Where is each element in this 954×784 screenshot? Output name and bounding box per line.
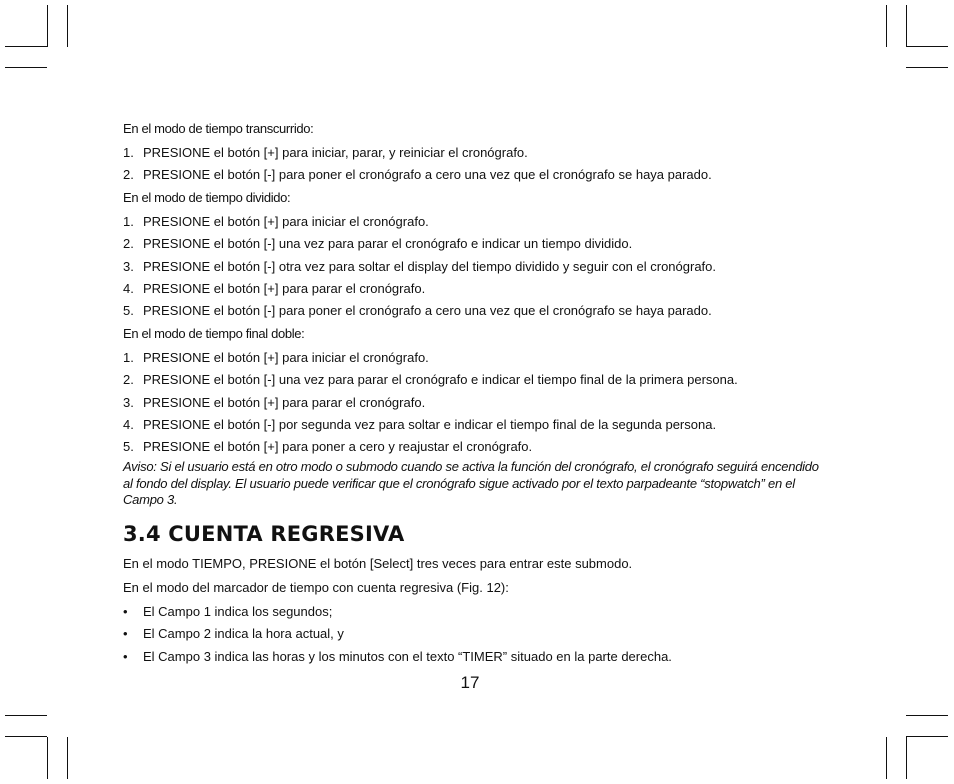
section-intro: En el modo de tiempo final doble: [123,325,305,341]
bullet-item [123,604,823,620]
list-item [123,417,823,433]
crop-mark [47,737,48,779]
section-heading: 3.4 CUENTA REGRESIVA [123,521,405,546]
item-text: PRESIONE el botón [+] para iniciar el cronógrafo. [143,213,429,229]
bullet-mark: • [123,626,128,642]
item-number: 3. [123,258,134,274]
list-item [123,236,823,252]
crop-mark [67,5,68,47]
item-number: 5. [123,439,134,455]
crop-mark [906,715,948,716]
list-item [123,145,823,161]
item-number: 5. [123,303,134,319]
item-text: PRESIONE el botón [+] para poner a cero y reajustar el cronógrafo. [143,439,533,455]
list-item [123,372,823,388]
crop-mark [906,737,907,779]
crop-mark [906,5,907,47]
crop-mark [5,736,47,737]
item-number: 1. [123,213,134,229]
crop-mark [5,67,47,68]
item-number: 1. [123,349,134,365]
crop-mark [886,5,887,47]
crop-mark [906,46,948,47]
list-item [123,439,823,455]
item-number: 4. [123,416,134,432]
bullet-mark: • [123,603,128,619]
paragraph: En el modo del marcador de tiempo con cuenta regresiva (Fig. 12): [123,579,509,595]
note-paragraph: Aviso: Si el usuario está en otro modo o submodo cuando se activa la función del cronógrafo, el cronógrafo seguirá encendido al fondo del display. El usuario puede verificar que el cronógrafo sigue activado por el texto parpadeante “stopwatch” en el Campo 3. [123,459,819,508]
list-item [123,167,823,183]
item-text: PRESIONE el botón [-] una vez para parar el cronógrafo e indicar el tiempo final de la primera persona. [143,372,738,388]
item-number: 2. [123,167,134,183]
bullet-mark: • [123,648,128,664]
crop-mark [886,737,887,779]
item-number: 4. [123,280,134,296]
list-item [123,303,823,319]
list-item [123,214,823,230]
item-text: PRESIONE el botón [-] para poner el cronógrafo a cero una vez que el cronógrafo se haya parado. [143,303,712,319]
item-number: 3. [123,394,134,410]
item-text: PRESIONE el botón [+] para parar el cronógrafo. [143,280,426,296]
crop-mark [906,67,948,68]
item-number: 1. [123,145,134,160]
crop-mark [906,736,948,737]
list-item [123,395,823,411]
item-number: 2. [123,236,134,252]
item-text: PRESIONE el botón [-] por segunda vez para soltar e indicar el tiempo final de la segunda persona. [143,416,717,432]
item-text: PRESIONE el botón [-] para poner el cronógrafo a cero una vez que el cronógrafo se haya parado. [143,167,712,183]
page-number: 17 [460,673,480,692]
bullet-item [123,649,823,665]
item-text: PRESIONE el botón [+] para parar el cronógrafo. [143,394,426,410]
list-item [123,350,823,366]
item-text: PRESIONE el botón [+] para iniciar el cronógrafo. [143,349,429,365]
crop-mark [5,715,47,716]
item-text: PRESIONE el botón [+] para iniciar, parar, y reiniciar el cronógrafo. [143,145,528,160]
bullet-text: El Campo 3 indica las horas y los minutos con el texto “TIMER” situado en la parte derecha. [143,648,672,664]
crop-mark [5,46,47,47]
list-item [123,281,823,297]
crop-mark [47,5,48,47]
section-intro: En el modo de tiempo transcurrido: [123,121,314,136]
page-content [123,121,823,671]
item-number: 2. [123,372,134,388]
bullet-item [123,626,823,642]
bullet-text: El Campo 2 indica la hora actual, y [143,626,344,642]
section-intro: En el modo de tiempo dividido: [123,189,291,205]
list-item [123,259,823,275]
paragraph: En el modo TIEMPO, PRESIONE el botón [Select] tres veces para entrar este submodo. [123,555,633,571]
item-text: PRESIONE el botón [-] una vez para parar el cronógrafo e indicar un tiempo dividido. [143,236,633,252]
bullet-text: El Campo 1 indica los segundos; [143,603,333,619]
item-text: PRESIONE el botón [-] otra vez para soltar el display del tiempo dividido y seguir con el cronógrafo. [143,258,717,274]
crop-mark [67,737,68,779]
